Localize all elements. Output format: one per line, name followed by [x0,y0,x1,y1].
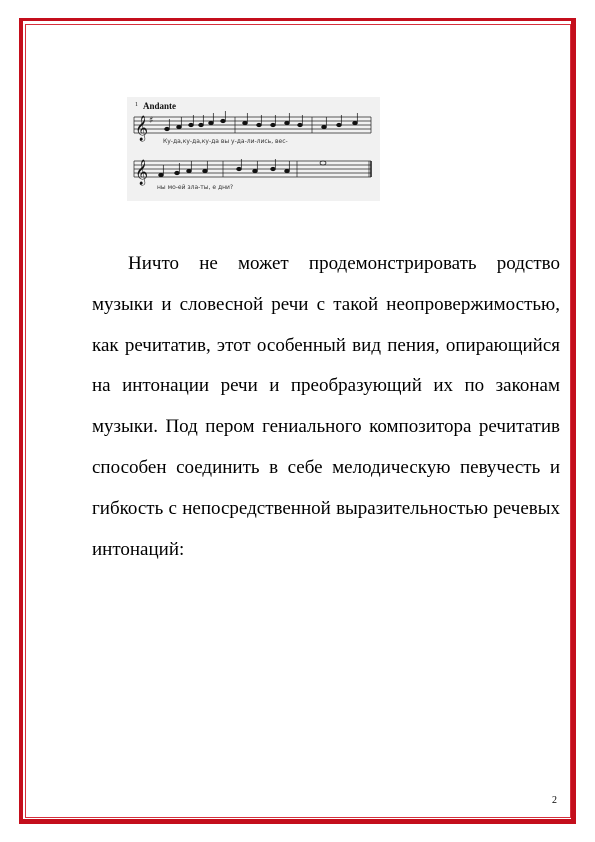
tempo-marking: Andante [143,101,177,111]
staff-2 [134,161,371,177]
treble-clef-icon: 𝄞 [135,160,149,185]
measure-number: 1 [135,102,138,108]
lyrics-line-1: Ку-да,ку-да,ку-да вы у-да-ли-лись, вес- [163,138,288,145]
lyrics-line-2: ны мо-ей зла-ты, е дни? [157,184,234,191]
sharp-icon: ♯ [149,116,154,126]
notes-staff-2 [159,159,326,177]
body-paragraph: Ничто не может продемонстрировать родство музыки и словесной речи с такой неопровержимостью, как речитатив, этот особенный вид пения, опирающийся на интонации речи и преобразующий их по законам музыки. Под пером гениального композитора речитатив способен соединить в себе мелодическую певучесть и гибкость с непосредственной выразительностью речевых интонаций: [92,253,560,560]
page-number: 2 [552,795,557,806]
music-score-image [127,97,380,201]
treble-clef-icon: 𝄞 [135,116,149,141]
